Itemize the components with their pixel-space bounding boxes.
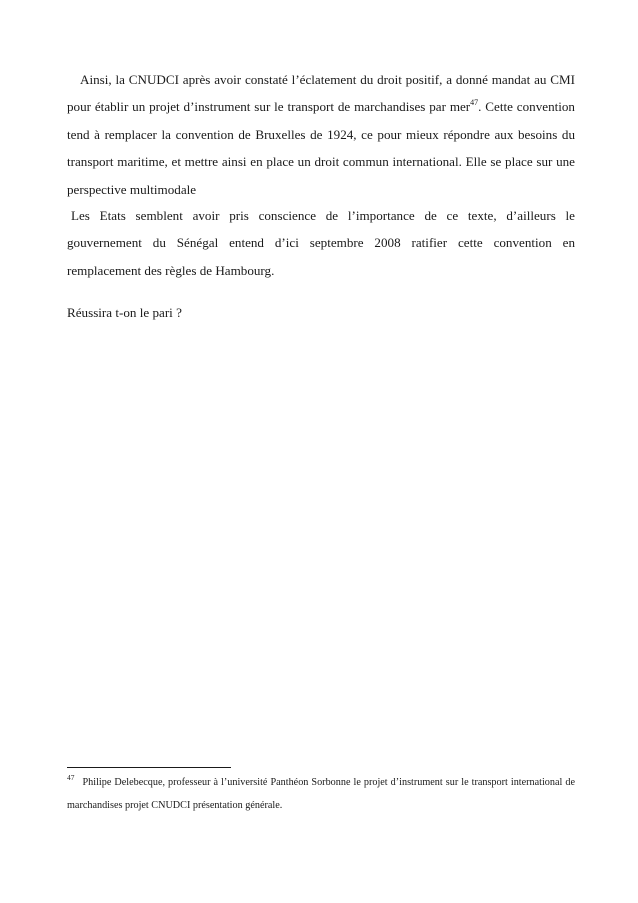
footnote-number: 47 — [67, 773, 75, 782]
footnote-text: Philipe Delebecque, professeur à l’université Panthéon Sorbonne le projet d’instrument sur le transport international de marchandises projet CNUDCI présentation générale. — [67, 777, 575, 811]
footnote-reference[interactable]: 47 — [470, 98, 479, 108]
paragraph-cnudci-mandate — [67, 66, 575, 203]
footnote — [67, 772, 575, 817]
paragraph-states-awareness: Les Etats semblent avoir pris conscience de l’importance de ce texte, d’ailleurs le gouvernement du Sénégal entend d’ici septembre 2008 ratifier cette convention en remplacement des règles de Hambourg. — [67, 208, 575, 278]
paragraph-text: Ainsi, la CNUDCI après avoir constaté l’éclatement du droit positif, a donné mandat au CMI pour établir un projet d’instrument sur le transport de marchandises par mer — [67, 72, 575, 115]
footnote-separator — [67, 767, 231, 768]
paragraph-question: Réussira t-on le pari ? — [67, 305, 182, 320]
paragraph-text: . Cette convention tend à remplacer la convention de Bruxelles de 1924, ce pour mieux répondre aux besoins du transport maritime, et mettre ainsi en place un droit commun international. Elle se place sur une perspective multimodale — [67, 99, 575, 197]
